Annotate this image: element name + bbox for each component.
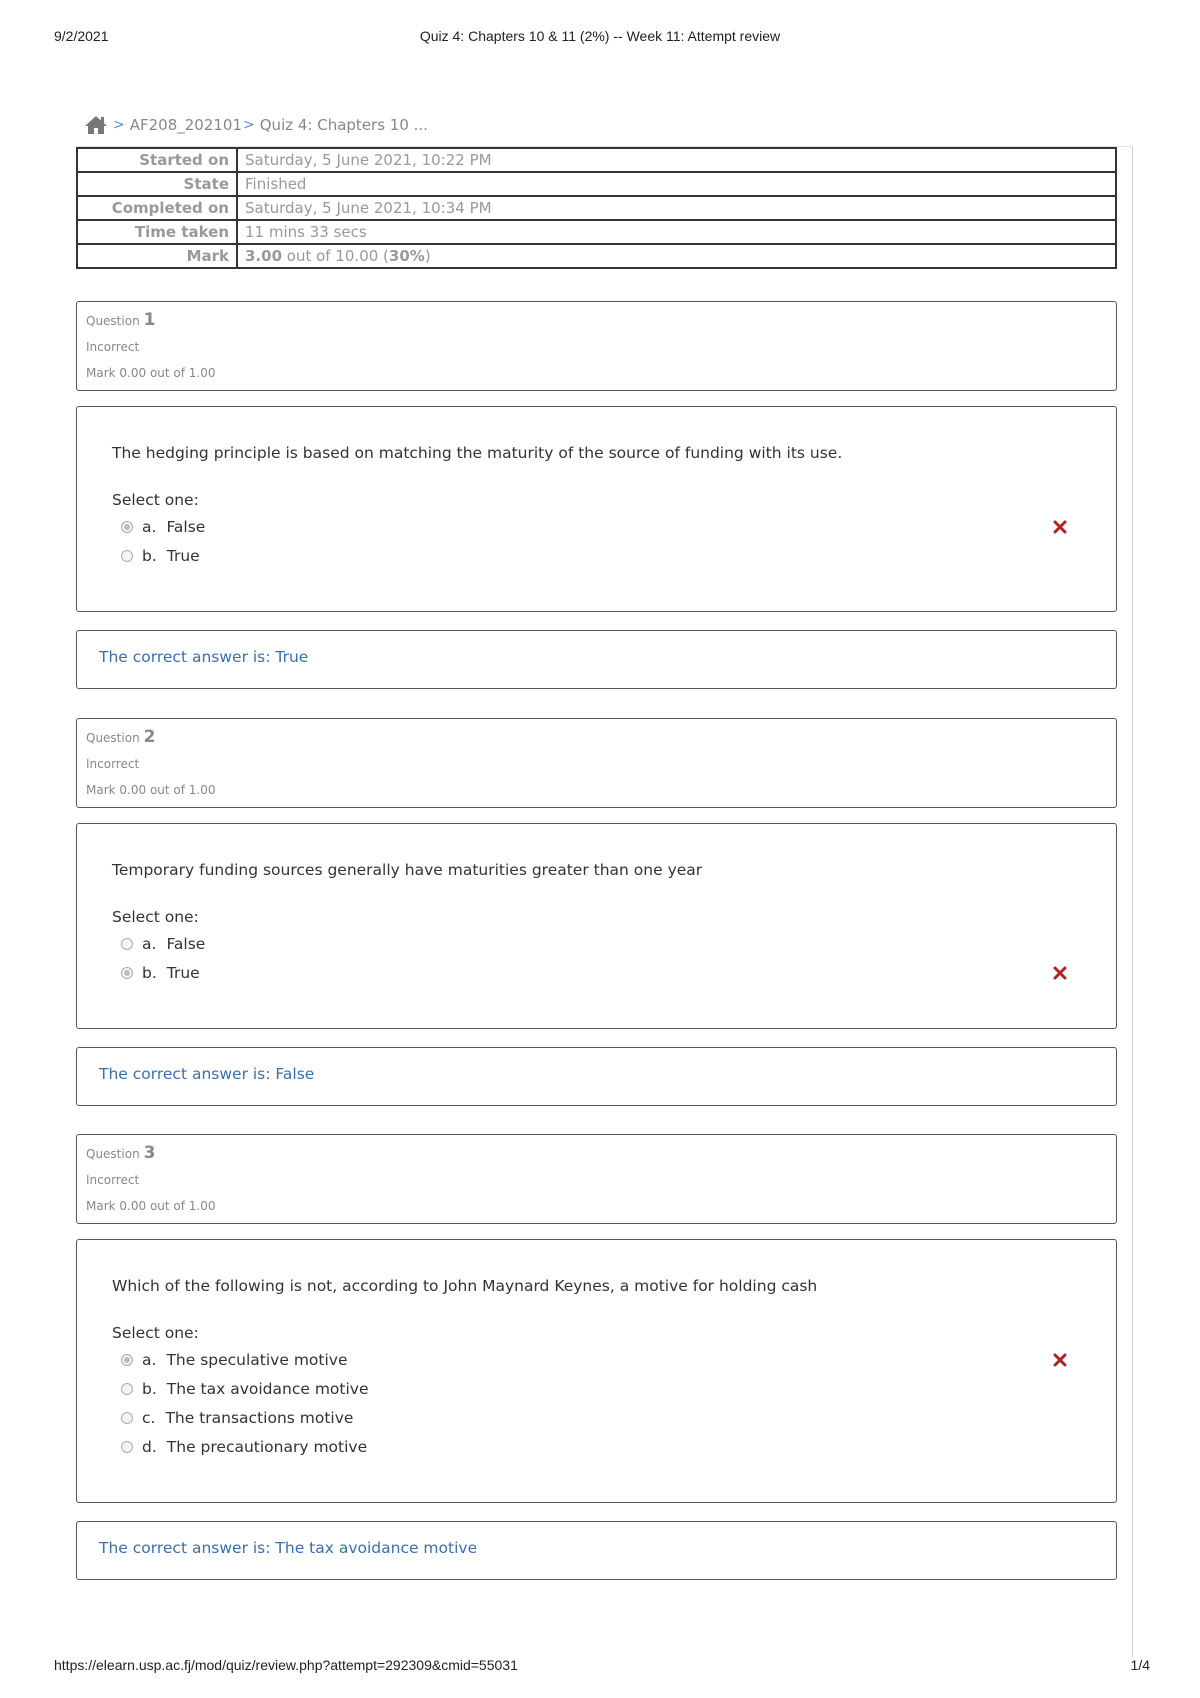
answer-option[interactable] — [121, 1408, 353, 1428]
answer-option[interactable] — [121, 1350, 348, 1370]
breadcrumb-quiz-link[interactable]: Quiz 4: Chapters 10 ... — [259, 116, 428, 134]
question-content — [76, 406, 1117, 612]
question-grade: Mark 0.00 out of 1.00 — [86, 1199, 216, 1213]
summary-row-completed — [77, 196, 1116, 220]
question-label: Question — [86, 314, 140, 328]
select-prompt: Select one: — [112, 908, 199, 926]
question-content — [76, 1239, 1117, 1503]
attempt-summary-table — [76, 147, 1117, 269]
summary-value: Saturday, 5 June 2021, 10:34 PM — [237, 196, 1116, 220]
correct-answer-text: The correct answer is: True — [99, 648, 309, 666]
home-icon[interactable] — [84, 115, 108, 135]
summary-row-mark — [77, 244, 1116, 268]
print-url: https://elearn.usp.ac.fj/mod/quiz/review.php?attempt=292309&cmid=55031 — [54, 1657, 518, 1673]
question-number-value: 1 — [143, 310, 156, 330]
option-text: True — [166, 964, 200, 982]
question-state: Incorrect — [86, 757, 140, 771]
question-number — [86, 310, 156, 330]
print-date: 9/2/2021 — [54, 28, 109, 44]
breadcrumb-separator: > — [113, 117, 125, 133]
question-number — [86, 1143, 156, 1163]
option-letter: b. — [142, 1380, 157, 1398]
page-number: 1/4 — [1130, 1657, 1150, 1673]
question-info — [76, 1134, 1117, 1224]
summary-value: 11 mins 33 secs — [237, 220, 1116, 244]
summary-label: State — [77, 172, 237, 196]
summary-label: Completed on — [77, 196, 237, 220]
question-grade: Mark 0.00 out of 1.00 — [86, 783, 216, 797]
summary-row-started — [77, 148, 1116, 172]
option-letter: d. — [142, 1438, 157, 1456]
option-letter: c. — [142, 1409, 156, 1427]
option-letter: a. — [142, 1351, 157, 1369]
summary-label: Time taken — [77, 220, 237, 244]
radio-button[interactable] — [121, 521, 133, 533]
select-prompt: Select one: — [112, 491, 199, 509]
answer-option[interactable] — [121, 546, 200, 566]
incorrect-icon — [1053, 1353, 1067, 1367]
radio-button[interactable] — [121, 1412, 133, 1424]
print-header — [0, 28, 1200, 48]
answer-option[interactable] — [121, 517, 205, 537]
radio-button[interactable] — [121, 1354, 133, 1366]
option-letter: b. — [142, 964, 157, 982]
question-grade: Mark 0.00 out of 1.00 — [86, 366, 216, 380]
option-letter: a. — [142, 518, 157, 536]
question-text: The hedging principle is based on matching the maturity of the source of funding with its use. — [112, 444, 843, 462]
breadcrumb-course-link[interactable]: AF208_202101 — [129, 116, 243, 134]
radio-button[interactable] — [121, 1441, 133, 1453]
breadcrumb — [84, 113, 428, 137]
question-label: Question — [86, 1147, 140, 1161]
answer-option[interactable] — [121, 934, 205, 954]
select-prompt: Select one: — [112, 1324, 199, 1342]
mark-end: ) — [424, 247, 431, 265]
mark-percent: 30% — [388, 247, 425, 265]
answer-option[interactable] — [121, 963, 200, 983]
answer-option[interactable] — [121, 1437, 367, 1457]
summary-label: Mark — [77, 244, 237, 268]
incorrect-icon — [1053, 520, 1067, 534]
feedback-box — [76, 1047, 1117, 1106]
answer-option[interactable] — [121, 1379, 369, 1399]
option-text: The precautionary motive — [166, 1438, 368, 1456]
correct-answer-text: The correct answer is: False — [99, 1065, 315, 1083]
option-text: The transactions motive — [165, 1409, 354, 1427]
option-text: True — [166, 547, 200, 565]
summary-value: Saturday, 5 June 2021, 10:22 PM — [237, 148, 1116, 172]
question-number — [86, 727, 156, 747]
summary-value: Finished — [237, 172, 1116, 196]
feedback-box — [76, 630, 1117, 689]
option-text: The speculative motive — [166, 1351, 348, 1369]
radio-button[interactable] — [121, 550, 133, 562]
incorrect-icon — [1053, 966, 1067, 980]
mark-score: 3.00 — [245, 247, 283, 265]
question-info — [76, 301, 1117, 391]
radio-button[interactable] — [121, 967, 133, 979]
feedback-box — [76, 1521, 1117, 1580]
correct-answer-text: The correct answer is: The tax avoidance motive — [99, 1539, 478, 1557]
summary-row-time — [77, 220, 1116, 244]
mark-mid: out of 10.00 ( — [282, 247, 389, 265]
question-label: Question — [86, 731, 140, 745]
question-number-value: 2 — [143, 727, 156, 747]
question-state: Incorrect — [86, 1173, 140, 1187]
option-letter: a. — [142, 935, 157, 953]
question-content — [76, 823, 1117, 1029]
question-info — [76, 718, 1117, 808]
summary-row-state — [77, 172, 1116, 196]
question-text: Temporary funding sources generally have maturities greater than one year — [112, 861, 703, 879]
print-footer — [0, 1657, 1200, 1677]
option-text: False — [166, 518, 206, 536]
option-letter: b. — [142, 547, 157, 565]
question-text: Which of the following is not, according to John Maynard Keynes, a motive for holding cash — [112, 1277, 818, 1295]
radio-button[interactable] — [121, 1383, 133, 1395]
question-number-value: 3 — [143, 1143, 156, 1163]
summary-value — [237, 244, 1116, 268]
print-title: Quiz 4: Chapters 10 & 11 (2%) -- Week 11: Attempt review — [419, 28, 781, 44]
radio-button[interactable] — [121, 938, 133, 950]
option-text: The tax avoidance motive — [166, 1380, 369, 1398]
summary-label: Started on — [77, 148, 237, 172]
question-state: Incorrect — [86, 340, 140, 354]
breadcrumb-separator: > — [243, 117, 255, 133]
option-text: False — [166, 935, 206, 953]
